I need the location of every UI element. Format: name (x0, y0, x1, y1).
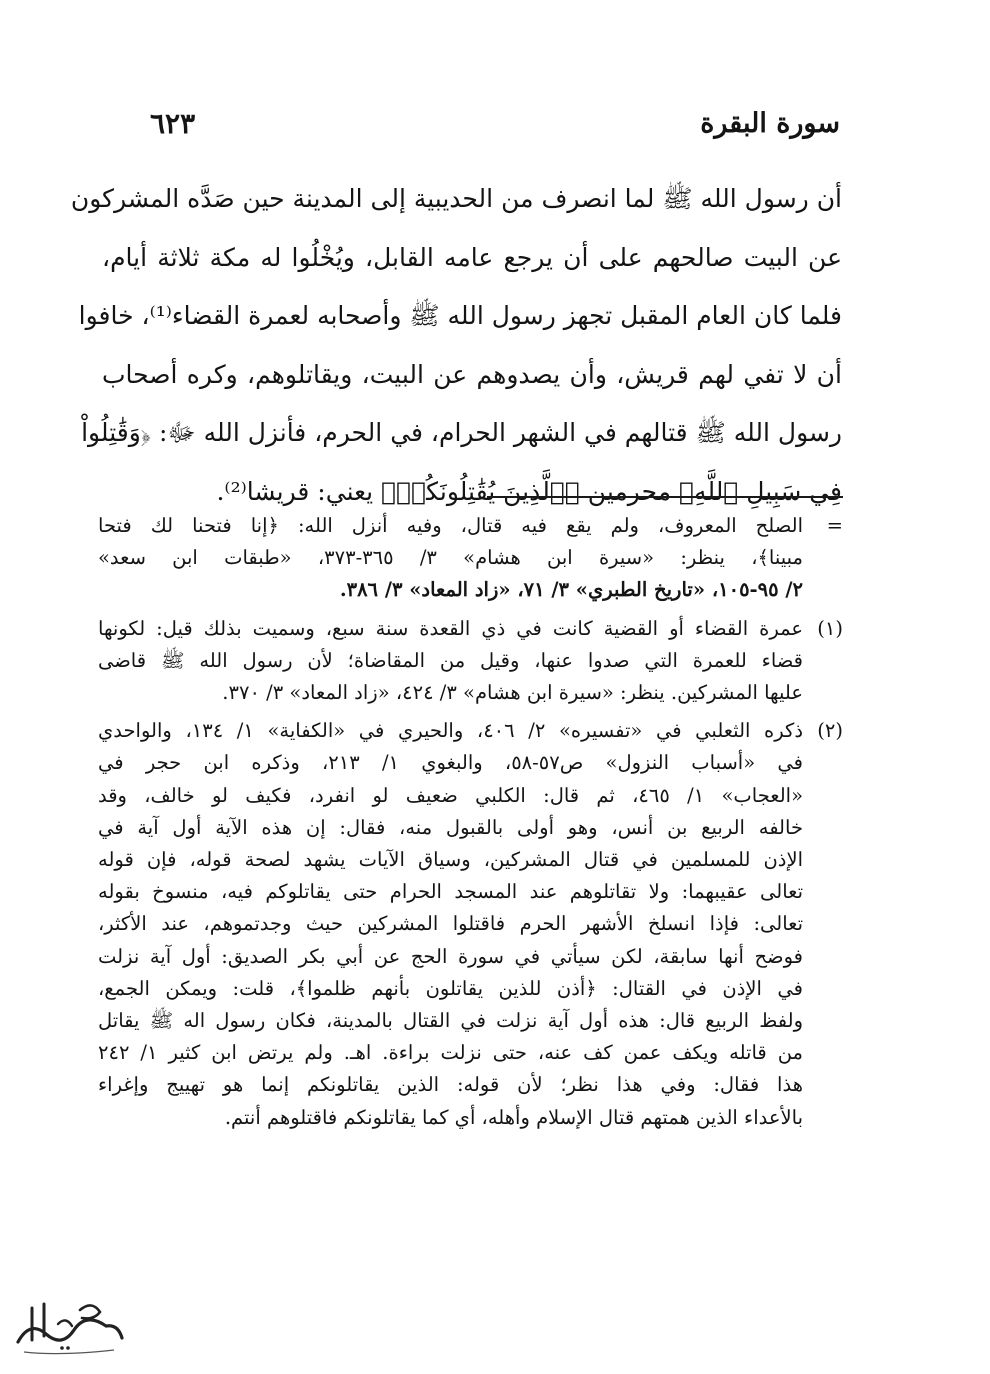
footnote-line: الإذن للمسلمين في قتال المشركين، وسياق الآيات يشهد لصحة قوله، فإن قوله (98, 848, 803, 872)
footnote-line: «العجاب» ١/ ٤٦٥، ثم قال: الكلبي ضعيف لو انفرد، فكيف لو خالف، وقد (98, 783, 803, 807)
footnote-line: عمرة القضاء أو القضية كانت في ذي القعدة سنة سبع، وسميت بذلك قيل: لكونها (98, 616, 803, 640)
main-text-line: رسول الله ﷺ قتالهم في الشهر الحرام، في الحرم، فأنزل الله ﷻ: ﴿وَقَٰتِلُواْ (81, 418, 842, 447)
footnote-line: هذا فقال: وفي هذا نظر؛ لأن قوله: الذين يقاتلونكم إنما هو تهييج وإغراء (98, 1073, 803, 1097)
footnote-marker: (٢) (817, 719, 843, 743)
footnote-marker: = (826, 514, 843, 537)
footnote-body (98, 715, 803, 1134)
footnote-continuation (98, 510, 843, 607)
footnote-line: مبينا﴾، ينظر: «سيرة ابن هشام» ٣/ ٣٦٥-٣٧٣، «طبقات ابن سعد» (98, 546, 803, 570)
page-header (150, 103, 840, 143)
main-text-line: فلما كان العام المقبل تجهز رسول الله ﷺ وأصحابه لعمرة القضاء⁽¹⁾، خافوا (78, 301, 842, 330)
footnote-line: تعالى: فإذا انسلخ الأشهر الحرم فاقتلوا المشركين حيث وجدتموهم، عند الأكثر، (98, 912, 803, 936)
main-text-line: عن البيت صالحهم على أن يرجع عامه القابل، ويُخْلُوا له مكة ثلاثة أيام، (102, 242, 842, 272)
main-text-line: فِي سَبِيلِ ٱللَّهِ﴾ محرمين ﴿ٱلَّذِينَ يُقَٰتِلُونَكُمۡ﴾ يعني: قريشا⁽²⁾. (216, 476, 842, 506)
footnote-line: بالأعداء الذين همتهم قتال الإسلام وأهله، أي كما يقاتلونكم فاقتلوهم أنتم. (224, 1105, 803, 1129)
sura-name: سورة البقرة (700, 107, 840, 139)
footnote-line: قضاء للعمرة التي صدوا عنها، وقيل من المقاضاة؛ لأن رسول الله ﷺ قاضى (98, 648, 803, 672)
footnote-divider (487, 496, 843, 498)
footnote-line: ولفظ الربيع قال: هذه أول آية نزلت في القتال بالمدينة، فكان رسول اله ﷺ يقاتل (98, 1009, 803, 1033)
main-text-line: أن رسول الله ﷺ لما انصرف من الحديبية إلى المدينة حين صَدَّه المشركون (70, 184, 842, 213)
calligraphy-watermark-icon (10, 1290, 130, 1360)
footnotes (98, 510, 843, 1140)
footnote-1 (98, 613, 843, 710)
footnote-line: تعالى عقيبهما: ولا تقاتلوهم عند المسجد الحرام حتى يقاتلوكم فيه، منسوخ بقوله (98, 880, 803, 904)
page-number: ٦٢٣ (150, 106, 196, 140)
footnote-line: من قاتله ويكف عمن كف عنه، حتى نزلت براءة. اهـ. ولم يرتض ابن كثير ١/ ٢٤٢ (98, 1041, 803, 1065)
footnote-line: الصلح المعروف، ولم يقع فيه قتال، وفيه أنزل الله: ﴿إنا فتحنا لك فتحا (98, 514, 803, 537)
footnote-2 (98, 715, 843, 1134)
footnote-line: عليها المشركين. ينظر: «سيرة ابن هشام» ٣/ ٤٢٤، «زاد المعاد» ٣/ ٣٧٠. (222, 681, 803, 705)
footnote-body (98, 613, 803, 710)
footnote-line: في الإذن في القتال: ﴿أذن للذين يقاتلون بأنهم ظلموا﴾، قلت: ويمكن الجمع، (98, 976, 803, 1000)
footnote-line: ٢/ ٩٥-١٠٥، «تاريخ الطبري» ٣/ ٧١، «زاد المعاد» ٣/ ٣٨٦. (339, 578, 803, 602)
main-text-line: أن لا تفي لهم قريش، وأن يصدوهم عن البيت، ويقاتلوهم، وكره أصحاب (102, 359, 842, 389)
footnote-line: فوضح أنها سابقة، لكن سيأتي في سورة الحج عن أبي بكر الصديق: أول آية نزلت (98, 944, 803, 968)
footnote-body (98, 510, 803, 607)
footnote-marker: (١) (817, 616, 843, 640)
footnote-line: في «أسباب النزول» ص٥٧-٥٨، والبغوي ١/ ٢١٣، وذكره ابن حجر في (98, 751, 803, 775)
main-text (70, 170, 842, 521)
footnote-line: ذكره الثعلبي في «تفسيره» ٢/ ٤٠٦، والحيري في «الكفاية» ١/ ١٣٤، والواحدي (98, 719, 803, 743)
footnote-line: خالفه الربيع بن أنس، وهو أولى بالقبول منه، فقال: إن هذه الآية أول آية في (98, 815, 803, 839)
